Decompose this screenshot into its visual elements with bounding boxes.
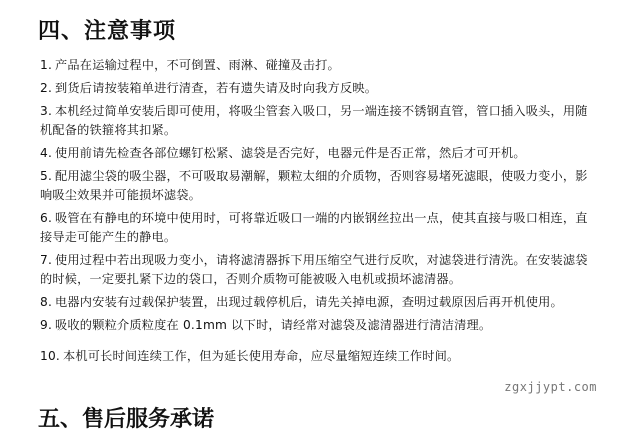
section-heading: 四、注意事项 (38, 19, 177, 44)
list-item: 2. 到货后请按装箱单进行清查，若有遗失请及时向我方反映。 (40, 81, 378, 95)
list-item: 6. 吸管在有静电的环境中使用时，可将靠近吸口一端的内嵌钢丝拉出一点，使其直接与吸口相连，直接导走可能产生的静电。 (40, 211, 588, 244)
notice-list (40, 56, 600, 370)
list-item: 9. 吸收的颗粒介质粒度在 0.1mm 以下时，请经常对滤袋及滤清器进行清洁清理。 (40, 318, 492, 332)
list-item: 8. 电器内安装有过载保护装置，出现过载停机后，请先关掉电源，查明过载原因后再开机使用。 (40, 295, 563, 309)
list-item: 7. 使用过程中若出现吸力变小，请将滤清器拆下用压缩空气进行反吹，对滤袋进行清洗。在安装滤袋的时候，一定要扎紧下边的袋口，否则介质物可能被吸入电机或损坏滤清器。 (40, 253, 588, 286)
list-item: 1. 产品在运输过程中，不可倒置、雨淋、碰撞及击打。 (40, 58, 340, 72)
list-item: 5. 配用滤尘袋的吸尘器，不可吸取易潮解，颗粒太细的介质物，否则容易堵死滤眼，使吸力变小，影响吸尘效果并可能损坏滤袋。 (40, 169, 588, 202)
next-section-heading: 五、售后服务承诺 (38, 407, 215, 432)
site-watermark: zgxjjypt.com (504, 380, 597, 394)
list-item: 4. 使用前请先检查各部位螺钉松紧、滤袋是否完好，电器元件是否正常，然后才可开机。 (40, 146, 526, 160)
list-item: 3. 本机经过简单安装后即可使用，将吸尘管套入吸口，另一端连接不锈钢直管，管口插入吸头，用随机配备的铁箍将其扣紧。 (40, 104, 588, 137)
list-item: 10. 本机可长时间连续工作，但为延长使用寿命，应尽量缩短连续工作时间。 (40, 349, 460, 363)
